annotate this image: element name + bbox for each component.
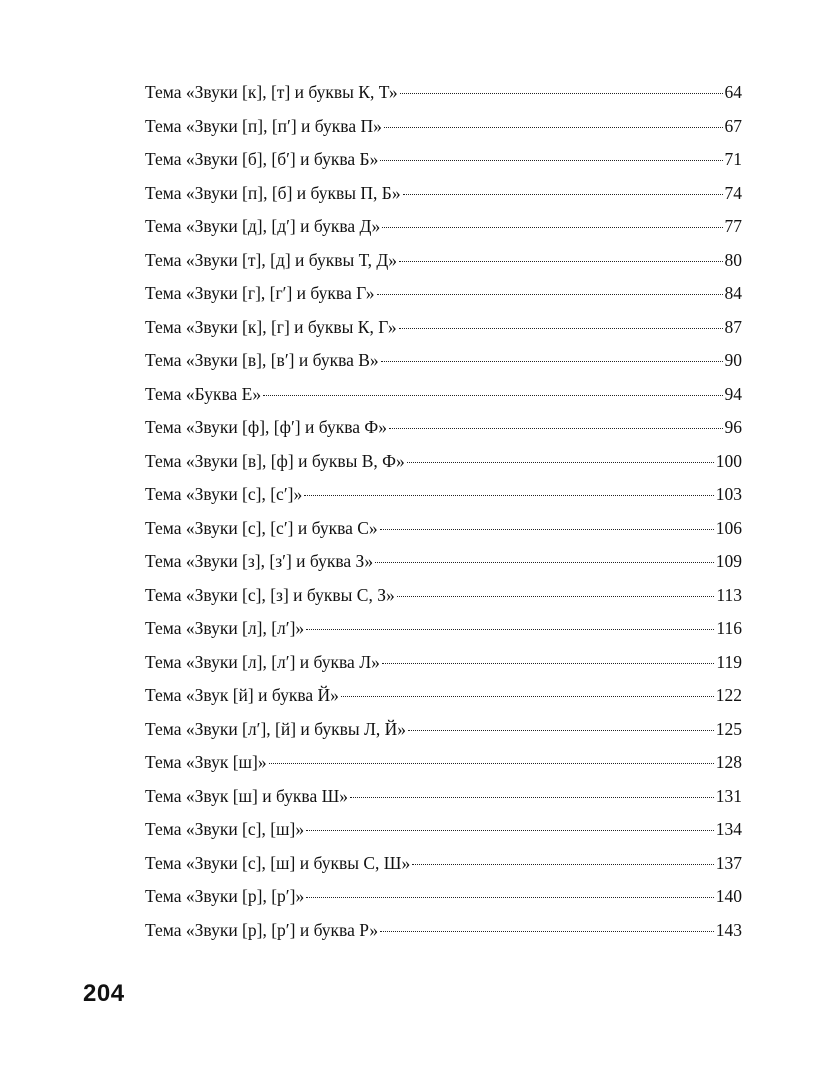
dot-leader xyxy=(380,529,714,530)
toc-entry-title: Тема «Звуки [п], [б] и буквы П, Б» xyxy=(145,182,401,203)
toc-entry[interactable] xyxy=(145,847,742,881)
toc-entry-title: Тема «Звуки [с], [ш]» xyxy=(145,819,305,839)
toc-entry-title: Тема «Звуки [л], [л′]» xyxy=(145,618,305,638)
toc-entry[interactable] xyxy=(145,512,742,546)
toc-entry-title: Тема «Звуки [в], [в′] и буква В» xyxy=(145,350,379,370)
dot-leader xyxy=(377,294,723,295)
toc-entry-title: Тема «Звуки [л′], [й] и буквы Л, Й» xyxy=(145,718,407,739)
dot-leader xyxy=(382,227,722,228)
toc-entry-title: Тема «Звуки [к], [г] и буквы К, Г» xyxy=(145,316,397,337)
dot-leader xyxy=(306,629,714,630)
toc-entry-page: 87 xyxy=(724,316,742,337)
dot-leader xyxy=(384,127,723,128)
toc-entry[interactable] xyxy=(145,311,742,345)
toc-entry[interactable] xyxy=(145,110,742,144)
toc-entry[interactable] xyxy=(145,780,742,814)
toc-entry-title: Тема «Звуки [с], [ш] и буквы С, Ш» xyxy=(145,852,411,873)
toc-entry-page: 140 xyxy=(715,886,742,906)
toc-entry[interactable] xyxy=(145,277,742,311)
dot-leader xyxy=(412,864,714,865)
dot-leader xyxy=(399,261,722,262)
toc-entry[interactable] xyxy=(145,478,742,512)
toc-entry-page: 84 xyxy=(724,283,742,303)
toc-entry-title: Тема «Звуки [с], [с′]» xyxy=(145,484,303,504)
toc-entry[interactable] xyxy=(145,713,742,747)
toc-entry[interactable] xyxy=(145,76,742,110)
toc-entry-title: Тема «Звуки [р], [р′] и буква Р» xyxy=(145,919,379,940)
toc-entry[interactable] xyxy=(145,244,742,278)
toc-entry[interactable] xyxy=(145,344,742,378)
table-of-contents xyxy=(145,76,742,947)
page-number: 204 xyxy=(83,980,125,1007)
toc-entry[interactable] xyxy=(145,612,742,646)
dot-leader xyxy=(306,897,714,898)
toc-entry-title: Тема «Звуки [б], [б′] и буква Б» xyxy=(145,149,379,169)
toc-entry-page: 71 xyxy=(724,149,742,169)
toc-entry-page: 100 xyxy=(715,450,742,471)
toc-entry-page: 109 xyxy=(715,551,742,571)
toc-entry-title: Тема «Звуки [с], [з] и буквы С, З» xyxy=(145,584,395,605)
toc-entry-title: Тема «Звуки [п], [п′] и буква П» xyxy=(145,115,382,136)
toc-entry-page: 116 xyxy=(716,618,742,638)
dot-leader xyxy=(341,696,714,697)
toc-entry[interactable] xyxy=(145,210,742,244)
dot-leader xyxy=(350,797,714,798)
toc-entry-title: Тема «Звуки [з], [з′] и буква З» xyxy=(145,551,374,571)
toc-entry-page: 96 xyxy=(724,417,742,437)
dot-leader xyxy=(269,763,714,764)
toc-entry-title: Тема «Звук [ш]» xyxy=(145,752,267,772)
dot-leader xyxy=(263,395,722,396)
toc-entry[interactable] xyxy=(145,880,742,914)
toc-entry-title: Тема «Звуки [р], [р′]» xyxy=(145,886,305,906)
toc-entry-title: Тема «Звуки [с], [с′] и буква С» xyxy=(145,517,378,538)
toc-entry[interactable] xyxy=(145,545,742,579)
dot-leader xyxy=(380,931,714,932)
toc-entry[interactable] xyxy=(145,679,742,713)
dot-leader xyxy=(389,428,723,429)
toc-entry-page: 128 xyxy=(715,752,742,772)
toc-entry-page: 80 xyxy=(724,249,742,270)
dot-leader xyxy=(380,160,722,161)
toc-entry-page: 119 xyxy=(716,651,742,672)
toc-entry-title: Тема «Звуки [в], [ф] и буквы В, Ф» xyxy=(145,450,405,471)
toc-entry[interactable] xyxy=(145,378,742,412)
dot-leader xyxy=(304,495,714,496)
toc-entry-page: 134 xyxy=(715,819,742,839)
toc-entry-page: 74 xyxy=(724,182,742,203)
toc-entry[interactable] xyxy=(145,579,742,613)
toc-entry[interactable] xyxy=(145,646,742,680)
toc-entry-page: 103 xyxy=(715,484,742,504)
toc-entry-page: 131 xyxy=(715,785,742,806)
toc-entry-page: 64 xyxy=(724,82,742,102)
dot-leader xyxy=(408,730,714,731)
dot-leader xyxy=(381,361,723,362)
dot-leader xyxy=(375,562,714,563)
toc-entry-title: Тема «Звук [й] и буква Й» xyxy=(145,685,339,705)
toc-entry-page: 106 xyxy=(715,517,742,538)
toc-entry-title: Тема «Звук [ш] и буква Ш» xyxy=(145,785,349,806)
toc-entry-title: Тема «Звуки [ф], [ф′] и буква Ф» xyxy=(145,417,387,437)
toc-entry-page: 143 xyxy=(715,919,742,940)
toc-entry[interactable] xyxy=(145,445,742,479)
toc-entry-title: Тема «Звуки [к], [т] и буквы К, Т» xyxy=(145,82,398,102)
toc-entry-page: 67 xyxy=(724,115,742,136)
toc-entry-page: 94 xyxy=(724,383,742,404)
toc-entry-title: Тема «Звуки [г], [г′] и буква Г» xyxy=(145,283,375,303)
toc-entry-page: 122 xyxy=(715,685,742,705)
toc-entry-page: 77 xyxy=(724,216,742,236)
toc-entry[interactable] xyxy=(145,914,742,948)
toc-entry-page: 125 xyxy=(715,718,742,739)
toc-entry-title: Тема «Звуки [д], [д′] и буква Д» xyxy=(145,216,381,236)
toc-entry[interactable] xyxy=(145,813,742,847)
toc-entry[interactable] xyxy=(145,143,742,177)
toc-entry[interactable] xyxy=(145,177,742,211)
dot-leader xyxy=(397,596,715,597)
toc-entry[interactable] xyxy=(145,746,742,780)
toc-entry-title: Тема «Звуки [т], [д] и буквы Т, Д» xyxy=(145,249,398,270)
dot-leader xyxy=(399,328,723,329)
dot-leader xyxy=(407,462,714,463)
dot-leader xyxy=(306,830,714,831)
dot-leader xyxy=(403,194,723,195)
toc-entry-page: 113 xyxy=(716,584,742,605)
toc-entry[interactable] xyxy=(145,411,742,445)
dot-leader xyxy=(382,663,715,664)
toc-entry-page: 90 xyxy=(724,350,742,370)
toc-entry-title: Тема «Буква Е» xyxy=(145,383,262,404)
toc-entry-page: 137 xyxy=(715,852,742,873)
dot-leader xyxy=(400,93,723,94)
toc-entry-title: Тема «Звуки [л], [л′] и буква Л» xyxy=(145,651,380,672)
